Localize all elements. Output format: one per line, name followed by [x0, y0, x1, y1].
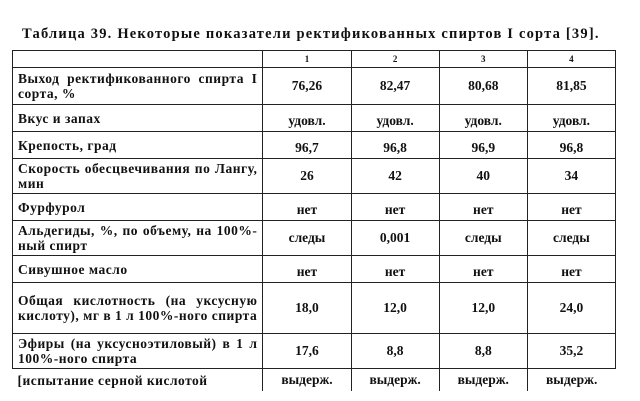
cell-value: 8,8: [439, 334, 527, 369]
spirit-indicators-table: [12, 50, 616, 391]
cell-value: 24,0: [527, 283, 615, 334]
cell-value: удовл.: [527, 105, 615, 132]
cell-value: нет: [263, 194, 351, 221]
cell-value: следы: [263, 221, 351, 256]
cell-value: 26: [263, 159, 351, 194]
table-header-row: [13, 51, 616, 68]
row-label: Выход ректификованного спирта I сорта, %: [13, 68, 263, 105]
table-row: [13, 105, 616, 132]
table-row: [13, 132, 616, 159]
cell-value: 81,85: [527, 68, 615, 105]
cell-value: следы: [439, 221, 527, 256]
cell-value: выдерж.: [351, 369, 439, 392]
column-header-3: 3: [439, 51, 527, 68]
row-label: Альдегиды, %, по объему, на 100%-ный спирт: [13, 221, 263, 256]
table-caption: Таблица 39. Некоторые показатели ректификованных спиртов I сорта [39].: [22, 26, 600, 42]
row-label: Вкус и запах: [13, 105, 263, 132]
cell-value: 96,8: [527, 132, 615, 159]
cell-value: 76,26: [263, 68, 351, 105]
table-row: [13, 369, 616, 392]
cell-value: 8,8: [351, 334, 439, 369]
cell-value: нет: [263, 256, 351, 283]
row-label: Скорость обесцвечивания по Лангу, мин: [13, 159, 263, 194]
cell-value: 80,68: [439, 68, 527, 105]
cell-value: нет: [351, 256, 439, 283]
row-label: Общая кислотность (на уксусную кислоту), мг в 1 л 100%-ного спирта: [13, 283, 263, 334]
cell-value: нет: [439, 194, 527, 221]
cell-value: удовл.: [439, 105, 527, 132]
table-row: [13, 194, 616, 221]
row-label: Крепость, град: [13, 132, 263, 159]
column-header-1: 1: [263, 51, 351, 68]
table-row: [13, 68, 616, 105]
cell-value: 17,6: [263, 334, 351, 369]
row-label: [испытание серной кислотой: [13, 369, 263, 392]
column-header-4: 4: [527, 51, 615, 68]
cell-value: следы: [527, 221, 615, 256]
table-row: [13, 256, 616, 283]
table-row: [13, 221, 616, 256]
column-header-2: 2: [351, 51, 439, 68]
cell-value: удовл.: [351, 105, 439, 132]
row-label: Сивушное масло: [13, 256, 263, 283]
table-row: [13, 159, 616, 194]
cell-value: 34: [527, 159, 615, 194]
cell-value: удовл.: [263, 105, 351, 132]
cell-value: 96,7: [263, 132, 351, 159]
cell-value: 82,47: [351, 68, 439, 105]
cell-value: 96,8: [351, 132, 439, 159]
cell-value: 35,2: [527, 334, 615, 369]
table-row: [13, 334, 616, 369]
row-label: Эфиры (на уксусноэтиловый) в 1 л 100%-ного спирта: [13, 334, 263, 369]
cell-value: 42: [351, 159, 439, 194]
cell-value: 18,0: [263, 283, 351, 334]
cell-value: 40: [439, 159, 527, 194]
cell-value: выдерж.: [263, 369, 351, 392]
cell-value: 12,0: [351, 283, 439, 334]
cell-value: 96,9: [439, 132, 527, 159]
header-empty-cell: [13, 51, 263, 68]
cell-value: нет: [527, 194, 615, 221]
table-row: [13, 283, 616, 334]
cell-value: нет: [527, 256, 615, 283]
cell-value: выдерж.: [527, 369, 615, 392]
cell-value: нет: [351, 194, 439, 221]
cell-value: выдерж.: [439, 369, 527, 392]
cell-value: 12,0: [439, 283, 527, 334]
cell-value: 0,001: [351, 221, 439, 256]
row-label: Фурфурол: [13, 194, 263, 221]
cell-value: нет: [439, 256, 527, 283]
